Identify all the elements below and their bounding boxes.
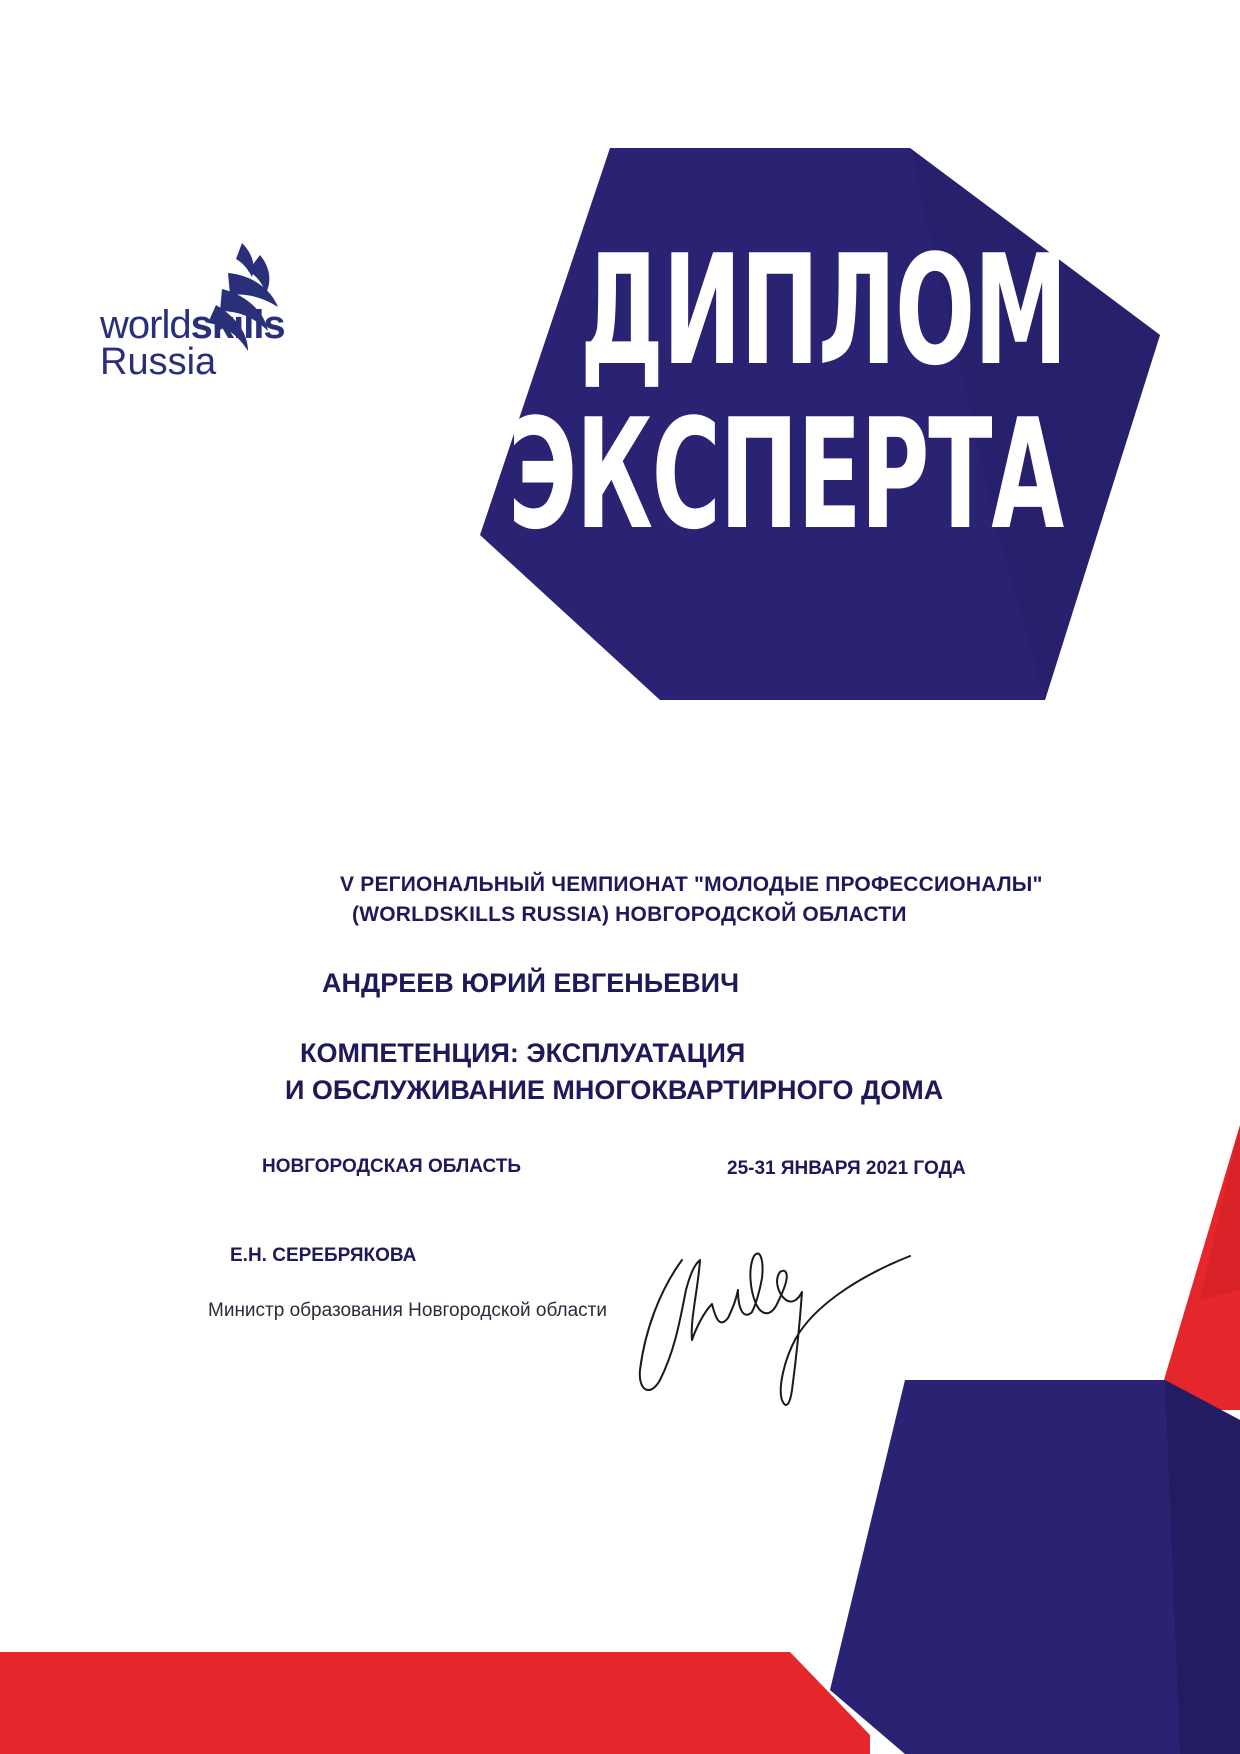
- logo-subtitle: Russia: [100, 341, 217, 383]
- handwritten-signature: [620, 1220, 920, 1420]
- bottom-red-band: [0, 1652, 870, 1754]
- red-right-slab-dark: [1200, 1125, 1240, 1300]
- title-line-1: ДИПЛОМ: [580, 222, 1067, 399]
- event-line-2: (WORLDSKILLS RUSSIA) НОВГОРОДСКОЙ ОБЛАСТИ: [352, 903, 907, 926]
- logo-word-light: world: [100, 303, 191, 347]
- recipient-name: АНДРЕЕВ ЮРИЙ ЕВГЕНЬЕВИЧ: [322, 968, 740, 998]
- signer-role: Министр образования Новгородской области: [208, 1300, 607, 1321]
- event-title: [340, 870, 1043, 930]
- competence-line-1: КОМПЕТЕНЦИЯ: ЭКСПЛУАТАЦИЯ: [300, 1038, 746, 1068]
- logo-word-bold: skills: [190, 303, 285, 347]
- diploma-title: [508, 222, 1067, 563]
- event-line-1: V РЕГИОНАЛЬНЫЙ ЧЕМПИОНАТ "МОЛОДЫЕ ПРОФЕССИОНАЛЫ": [340, 873, 1043, 896]
- region-label: НОВГОРОДСКАЯ ОБЛАСТЬ: [262, 1156, 522, 1177]
- title-line-2: ЭКСПЕРТА: [508, 386, 1063, 563]
- dates-label: 25-31 ЯНВАРЯ 2021 ГОДА: [727, 1158, 966, 1179]
- worldskills-logo: [100, 305, 285, 381]
- competence: [285, 1035, 943, 1109]
- logo-wordmark: [100, 305, 285, 345]
- signer-name: Е.Н. СЕРЕБРЯКОВА: [230, 1245, 417, 1266]
- competence-line-2: И ОБСЛУЖИВАНИЕ МНОГОКВАРТИРНОГО ДОМА: [285, 1075, 944, 1105]
